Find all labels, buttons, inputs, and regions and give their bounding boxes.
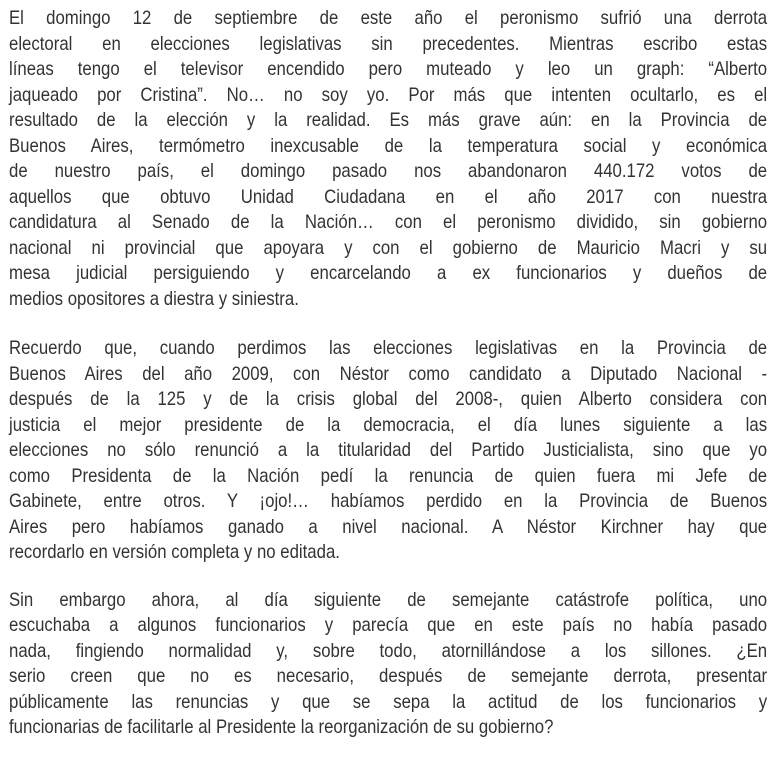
paragraph-spacer: [9, 312, 767, 336]
text-line: [9, 185, 767, 211]
text-line-content: justicia el mejor presidente de la democracia, el día lunes siguiente a las: [9, 413, 768, 436]
text-line: [9, 464, 767, 490]
text-line-content: Buenos Aires, termómetro inexcusable de la temperatura social y económica: [9, 134, 768, 157]
text-line-content: resultado de la elección y la realidad. Es más grave aún: en la Provincia de: [9, 109, 768, 131]
text-line: [9, 57, 767, 83]
paragraph-2: [9, 336, 767, 566]
text-line-content: como Presidenta de la Nación pedí la renuncia de quien fuera mi Jefe de: [9, 464, 768, 487]
text-line: [9, 613, 767, 639]
text-line: [9, 134, 767, 160]
text-line-content: mesa judicial persiguiendo y encarcelando a ex funcionarios y dueños de: [9, 262, 768, 284]
text-line: [9, 540, 767, 566]
text-line-content: después de la 125 y de la crisis global del 2008-, quien Alberto considera con: [9, 388, 768, 410]
text-line-content: electoral en elecciones legislativas sin precedentes. Mientras escribo estas: [9, 32, 768, 55]
document-body: [9, 6, 767, 741]
text-line: [9, 413, 767, 439]
paragraph-1: [9, 6, 767, 312]
text-line-content: escuchaba a algunos funcionarios y parecía que en este país no había pasado: [9, 614, 768, 636]
text-line: [9, 639, 767, 665]
text-line: [9, 489, 767, 515]
text-line-content: líneas tengo el televisor encendido pero muteado y leo un graph: “Alberto: [9, 58, 768, 80]
text-line: [9, 32, 767, 58]
text-line-content: El domingo 12 de septiembre de este año el peronismo sufrió una derrota: [9, 7, 768, 29]
text-line-content: Buenos Aires del año 2009, con Néstor como candidato a Diputado Nacional -: [9, 362, 768, 385]
text-line-content: medios opositores a diestra y siniestra.: [9, 287, 299, 310]
text-line-content: funcionarias de facilitarle al Presidente la reorganización de su gobierno?: [9, 716, 554, 738]
text-line-content: Gabinete, entre otros. Y ¡ojo!… habíamos perdido en la Provincia de Buenos: [9, 490, 768, 512]
text-line-content: aquellos que obtuvo Unidad Ciudadana en el año 2017 con nuestra: [9, 185, 768, 208]
text-line-content: serio creen que no es necesario, después de semejante derrota, presentar: [9, 665, 768, 687]
text-line: [9, 387, 767, 413]
text-line-content: candidatura al Senado de la Nación… con el peronismo dividido, sin gobierno: [9, 211, 768, 233]
paragraph-spacer: [9, 566, 767, 588]
text-line: [9, 108, 767, 134]
text-line-content: nada, fingiendo normalidad y, sobre todo, atornillándose a los sillones. ¿En: [9, 639, 768, 662]
text-line: [9, 715, 767, 741]
text-line-content: Sin embargo ahora, al día siguiente de semejante catástrofe política, uno: [9, 588, 768, 611]
text-line: [9, 664, 767, 690]
paragraph-3: [9, 588, 767, 741]
text-line: [9, 690, 767, 716]
text-line-content: de nuestro país, el domingo pasado nos abandonaron 440.172 votos de: [9, 160, 768, 182]
text-line-content: Recuerdo que, cuando perdimos las elecciones legislativas en la Provincia de: [9, 337, 768, 359]
text-line: [9, 83, 767, 109]
text-line: [9, 261, 767, 287]
text-line: [9, 362, 767, 388]
text-line: [9, 159, 767, 185]
text-line-content: jaqueado por Cristina”. No… no soy yo. Por más que intenten ocultarlo, es el: [9, 83, 768, 106]
text-line: [9, 438, 767, 464]
text-line: [9, 336, 767, 362]
text-line: [9, 515, 767, 541]
text-line-content: Aires pero habíamos ganado a nivel nacional. A Néstor Kirchner hay que: [9, 515, 768, 538]
text-line-content: recordarlo en versión completa y no editada.: [9, 541, 340, 563]
text-line: [9, 6, 767, 32]
text-line-content: nacional ni provincial que apoyara y con el gobierno de Mauricio Macri y su: [9, 236, 768, 259]
text-line: [9, 210, 767, 236]
text-line: [9, 588, 767, 614]
text-line: [9, 287, 767, 313]
text-line-content: públicamente las renuncias y que se sepa la actitud de los funcionarios y: [9, 690, 768, 713]
text-line: [9, 236, 767, 262]
text-line-content: elecciones no sólo renunció a la titularidad del Partido Justicialista, sino que yo: [9, 439, 768, 461]
